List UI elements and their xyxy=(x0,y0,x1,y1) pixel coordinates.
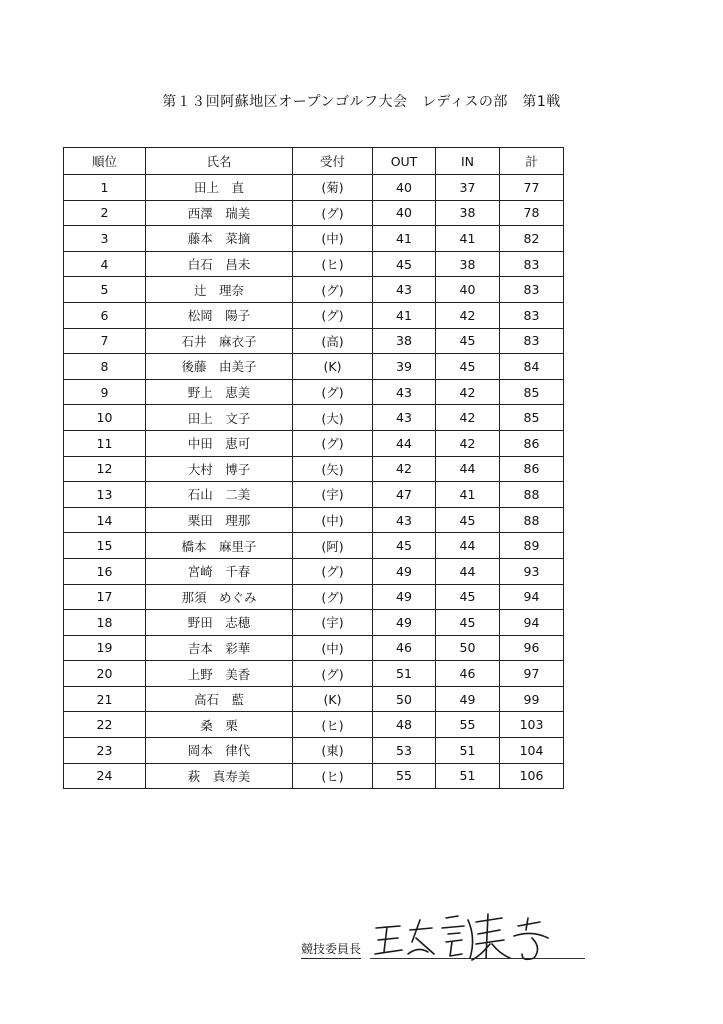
table-row xyxy=(64,610,564,636)
cell-out: 55 xyxy=(373,763,436,789)
cell-club: (グ) xyxy=(293,200,373,226)
cell-in: 45 xyxy=(436,584,500,610)
table-row xyxy=(64,175,564,201)
cell-club: (宇) xyxy=(293,482,373,508)
cell-rank: 20 xyxy=(64,661,146,687)
cell-rank: 22 xyxy=(64,712,146,738)
table-row xyxy=(64,661,564,687)
cell-club: (中) xyxy=(293,635,373,661)
cell-out: 53 xyxy=(373,738,436,764)
cell-total: 94 xyxy=(500,610,564,636)
cell-club: (中) xyxy=(293,226,373,252)
cell-rank: 13 xyxy=(64,482,146,508)
cell-total: 86 xyxy=(500,456,564,482)
cell-in: 51 xyxy=(436,763,500,789)
cell-in: 49 xyxy=(436,686,500,712)
cell-name: 上野 美香 xyxy=(146,661,293,687)
cell-out: 46 xyxy=(373,635,436,661)
cell-in: 41 xyxy=(436,482,500,508)
cell-rank: 6 xyxy=(64,302,146,328)
cell-name: 白石 昌未 xyxy=(146,251,293,277)
cell-name: 宮崎 千春 xyxy=(146,558,293,584)
cell-club: (中) xyxy=(293,507,373,533)
cell-name: 田上 文子 xyxy=(146,405,293,431)
cell-rank: 1 xyxy=(64,175,146,201)
cell-rank: 9 xyxy=(64,379,146,405)
cell-total: 104 xyxy=(500,738,564,764)
cell-club: (グ) xyxy=(293,430,373,456)
cell-rank: 7 xyxy=(64,328,146,354)
cell-in: 42 xyxy=(436,430,500,456)
page-title: 第１３回阿蘇地区オープンゴルフ大会 レディスの部 第1戦 xyxy=(162,94,561,110)
cell-club: (大) xyxy=(293,405,373,431)
cell-rank: 3 xyxy=(64,226,146,252)
cell-out: 51 xyxy=(373,661,436,687)
results-table xyxy=(63,147,564,789)
table-row xyxy=(64,354,564,380)
cell-out: 44 xyxy=(373,430,436,456)
cell-rank: 12 xyxy=(64,456,146,482)
cell-rank: 14 xyxy=(64,507,146,533)
cell-name: 石井 麻衣子 xyxy=(146,328,293,354)
table-row xyxy=(64,507,564,533)
table-row xyxy=(64,584,564,610)
cell-name: 大村 博子 xyxy=(146,456,293,482)
header-in: IN xyxy=(436,148,500,175)
cell-name: 桑 栗 xyxy=(146,712,293,738)
cell-name: 辻 理奈 xyxy=(146,277,293,303)
cell-name: 野上 恵美 xyxy=(146,379,293,405)
cell-out: 40 xyxy=(373,175,436,201)
cell-out: 42 xyxy=(373,456,436,482)
cell-club: (グ) xyxy=(293,558,373,584)
handwritten-signature xyxy=(372,908,572,964)
cell-rank: 8 xyxy=(64,354,146,380)
cell-out: 43 xyxy=(373,379,436,405)
cell-in: 45 xyxy=(436,507,500,533)
cell-total: 85 xyxy=(500,379,564,405)
results-body xyxy=(64,175,564,789)
cell-rank: 24 xyxy=(64,763,146,789)
cell-in: 50 xyxy=(436,635,500,661)
cell-rank: 23 xyxy=(64,738,146,764)
cell-total: 85 xyxy=(500,405,564,431)
cell-out: 45 xyxy=(373,533,436,559)
cell-rank: 16 xyxy=(64,558,146,584)
cell-total: 106 xyxy=(500,763,564,789)
cell-in: 45 xyxy=(436,610,500,636)
cell-name: 石山 二美 xyxy=(146,482,293,508)
cell-out: 49 xyxy=(373,610,436,636)
cell-total: 84 xyxy=(500,354,564,380)
cell-in: 38 xyxy=(436,200,500,226)
cell-out: 43 xyxy=(373,277,436,303)
header-rank: 順位 xyxy=(64,148,146,175)
cell-name: 西澤 瑞美 xyxy=(146,200,293,226)
cell-in: 44 xyxy=(436,558,500,584)
cell-rank: 21 xyxy=(64,686,146,712)
table-row xyxy=(64,302,564,328)
cell-total: 82 xyxy=(500,226,564,252)
cell-rank: 5 xyxy=(64,277,146,303)
cell-in: 44 xyxy=(436,456,500,482)
cell-in: 40 xyxy=(436,277,500,303)
table-row xyxy=(64,379,564,405)
cell-rank: 11 xyxy=(64,430,146,456)
cell-name: 野田 志穂 xyxy=(146,610,293,636)
cell-club: (ヒ) xyxy=(293,763,373,789)
cell-total: 83 xyxy=(500,277,564,303)
cell-rank: 4 xyxy=(64,251,146,277)
cell-out: 38 xyxy=(373,328,436,354)
cell-club: (グ) xyxy=(293,661,373,687)
signature-label: 競技委員長 xyxy=(301,940,361,959)
header-total: 計 xyxy=(500,148,564,175)
cell-total: 83 xyxy=(500,251,564,277)
cell-in: 42 xyxy=(436,379,500,405)
cell-in: 44 xyxy=(436,533,500,559)
table-row xyxy=(64,456,564,482)
cell-club: (矢) xyxy=(293,456,373,482)
table-row xyxy=(64,200,564,226)
table-row xyxy=(64,226,564,252)
cell-in: 46 xyxy=(436,661,500,687)
cell-total: 96 xyxy=(500,635,564,661)
table-row xyxy=(64,482,564,508)
cell-in: 38 xyxy=(436,251,500,277)
cell-club: (グ) xyxy=(293,277,373,303)
table-row xyxy=(64,763,564,789)
header-club: 受付 xyxy=(293,148,373,175)
table-row xyxy=(64,686,564,712)
cell-club: (高) xyxy=(293,328,373,354)
cell-out: 39 xyxy=(373,354,436,380)
cell-out: 41 xyxy=(373,302,436,328)
cell-rank: 2 xyxy=(64,200,146,226)
cell-total: 97 xyxy=(500,661,564,687)
cell-total: 94 xyxy=(500,584,564,610)
cell-name: 橋本 麻里子 xyxy=(146,533,293,559)
cell-club: (ヒ) xyxy=(293,712,373,738)
header-out: OUT xyxy=(373,148,436,175)
cell-in: 55 xyxy=(436,712,500,738)
cell-rank: 17 xyxy=(64,584,146,610)
cell-rank: 15 xyxy=(64,533,146,559)
cell-total: 103 xyxy=(500,712,564,738)
cell-name: 松岡 陽子 xyxy=(146,302,293,328)
header-row xyxy=(64,148,564,175)
header-name: 氏名 xyxy=(146,148,293,175)
cell-out: 49 xyxy=(373,584,436,610)
cell-in: 42 xyxy=(436,405,500,431)
cell-total: 77 xyxy=(500,175,564,201)
cell-club: (菊) xyxy=(293,175,373,201)
cell-name: 高石 藍 xyxy=(146,686,293,712)
cell-out: 41 xyxy=(373,226,436,252)
cell-rank: 19 xyxy=(64,635,146,661)
cell-club: (グ) xyxy=(293,379,373,405)
cell-club: (阿) xyxy=(293,533,373,559)
cell-total: 93 xyxy=(500,558,564,584)
cell-club: (グ) xyxy=(293,584,373,610)
table-row xyxy=(64,533,564,559)
cell-name: 那須 めぐみ xyxy=(146,584,293,610)
cell-club: (グ) xyxy=(293,302,373,328)
table-row xyxy=(64,251,564,277)
cell-name: 田上 直 xyxy=(146,175,293,201)
cell-name: 藤本 菜摘 xyxy=(146,226,293,252)
table-row xyxy=(64,328,564,354)
cell-name: 萩 真寿美 xyxy=(146,763,293,789)
cell-out: 40 xyxy=(373,200,436,226)
cell-out: 43 xyxy=(373,507,436,533)
cell-club: (東) xyxy=(293,738,373,764)
cell-in: 51 xyxy=(436,738,500,764)
cell-in: 42 xyxy=(436,302,500,328)
cell-total: 99 xyxy=(500,686,564,712)
cell-club: (K) xyxy=(293,354,373,380)
table-row xyxy=(64,738,564,764)
cell-name: 岡本 律代 xyxy=(146,738,293,764)
table-row xyxy=(64,277,564,303)
cell-rank: 18 xyxy=(64,610,146,636)
cell-out: 50 xyxy=(373,686,436,712)
cell-name: 中田 恵可 xyxy=(146,430,293,456)
cell-total: 83 xyxy=(500,328,564,354)
cell-name: 吉本 彩華 xyxy=(146,635,293,661)
table-row xyxy=(64,558,564,584)
table-row xyxy=(64,405,564,431)
cell-total: 88 xyxy=(500,507,564,533)
cell-total: 88 xyxy=(500,482,564,508)
cell-total: 83 xyxy=(500,302,564,328)
cell-in: 45 xyxy=(436,328,500,354)
cell-in: 45 xyxy=(436,354,500,380)
cell-total: 86 xyxy=(500,430,564,456)
cell-out: 49 xyxy=(373,558,436,584)
cell-out: 43 xyxy=(373,405,436,431)
table-row xyxy=(64,712,564,738)
cell-in: 41 xyxy=(436,226,500,252)
table-row xyxy=(64,635,564,661)
cell-name: 後藤 由美子 xyxy=(146,354,293,380)
cell-out: 48 xyxy=(373,712,436,738)
cell-total: 89 xyxy=(500,533,564,559)
table-row xyxy=(64,430,564,456)
cell-in: 37 xyxy=(436,175,500,201)
cell-out: 45 xyxy=(373,251,436,277)
cell-name: 栗田 理那 xyxy=(146,507,293,533)
cell-club: (ヒ) xyxy=(293,251,373,277)
cell-total: 78 xyxy=(500,200,564,226)
cell-club: (K) xyxy=(293,686,373,712)
cell-club: (宇) xyxy=(293,610,373,636)
cell-rank: 10 xyxy=(64,405,146,431)
cell-out: 47 xyxy=(373,482,436,508)
